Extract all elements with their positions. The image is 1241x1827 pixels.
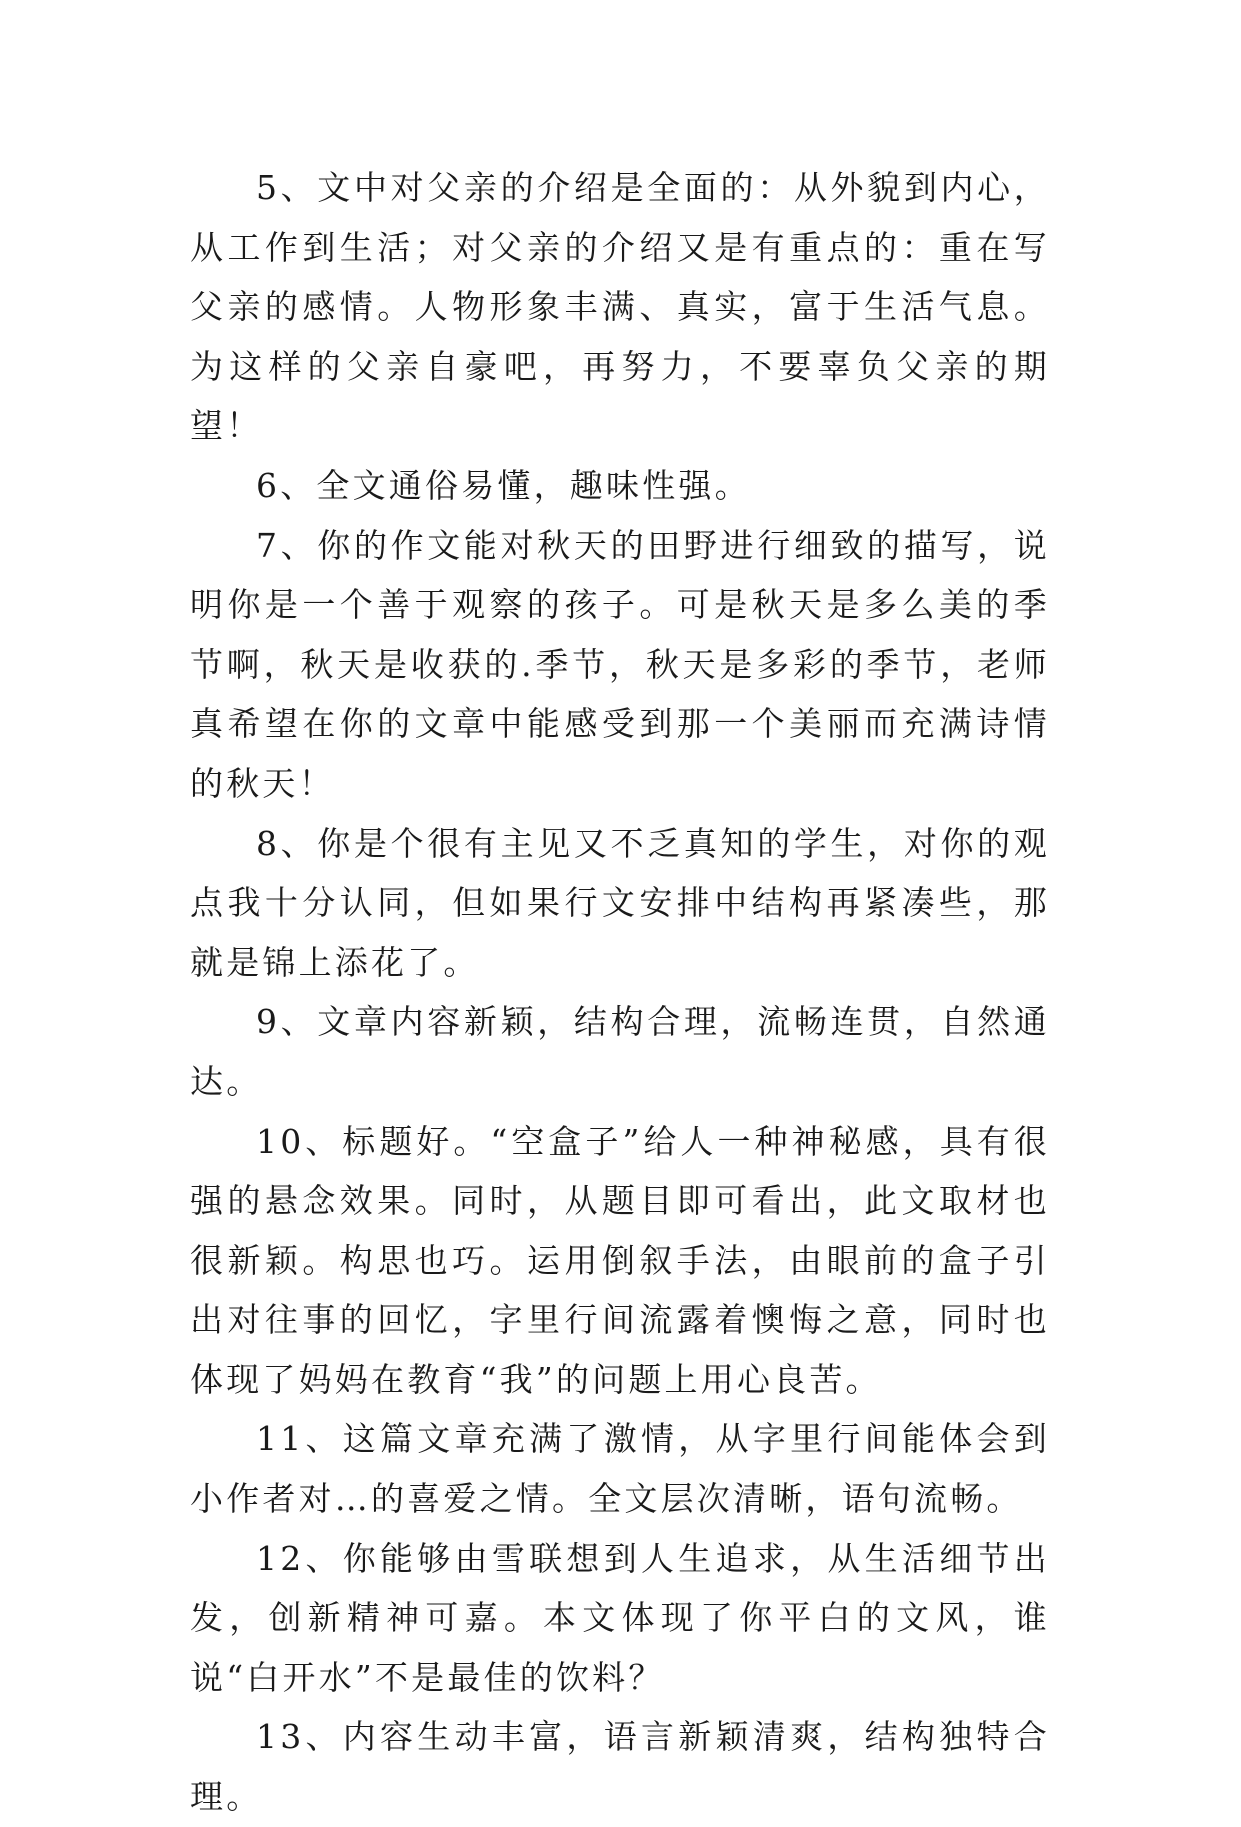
- paragraph-7: 7、你的作文能对秋天的田野进行细致的描写，说明你是一个善于观察的孩子。可是秋天是多么美的季节啊，秋天是收获的.季节，秋天是多彩的季节，老师真希望在你的文章中能感受到那一个美丽而充满诗情的秋天！: [190, 525, 1050, 803]
- paragraph-11: 11、这篇文章充满了激情，从字里行间能体会到小作者对…的喜爱之情。全文层次清晰，语句流畅。: [190, 1419, 1050, 1519]
- paragraph-9: 9、文章内容新颖，结构合理，流畅连贯，自然通达。: [190, 1002, 1050, 1101]
- paragraph-8: 8、你是个很有主见又不乏真知的学生，对你的观点我十分认同，但如果行文安排中结构再紧凑些，那就是锦上添花了。: [190, 823, 1050, 982]
- paragraph-12: 12、你能够由雪联想到人生追求，从生活细节出发，创新精神可嘉。本文体现了你平白的文风，谁说“白开水”不是最佳的饮料？: [190, 1538, 1050, 1697]
- paragraph-13: 13、内容生动丰富，语言新颖清爽，结构独特合理。: [190, 1717, 1050, 1817]
- paragraph-5: 5、文中对父亲的介绍是全面的：从外貌到内心，从工作到生活；对父亲的介绍又是有重点的：重在写父亲的感情。人物形象丰满、真实，富于生活气息。为这样的父亲自豪吧，再努力，不要辜负父亲的期望！: [190, 168, 1050, 446]
- paragraph-6: 6、全文通俗易懂，趣味性强。: [256, 465, 751, 505]
- document-body: [190, 158, 1050, 1827]
- paragraph-10: 10、标题好。“空盒子”给人一种神秘感，具有很强的悬念效果。同时，从题目即可看出，此文取材也很新颖。构思也巧。运用倒叙手法，由眼前的盒子引出对往事的回忆，字里行间流露着懊悔之意，同时也体现了妈妈在教育“我”的问题上用心良苦。: [190, 1121, 1050, 1399]
